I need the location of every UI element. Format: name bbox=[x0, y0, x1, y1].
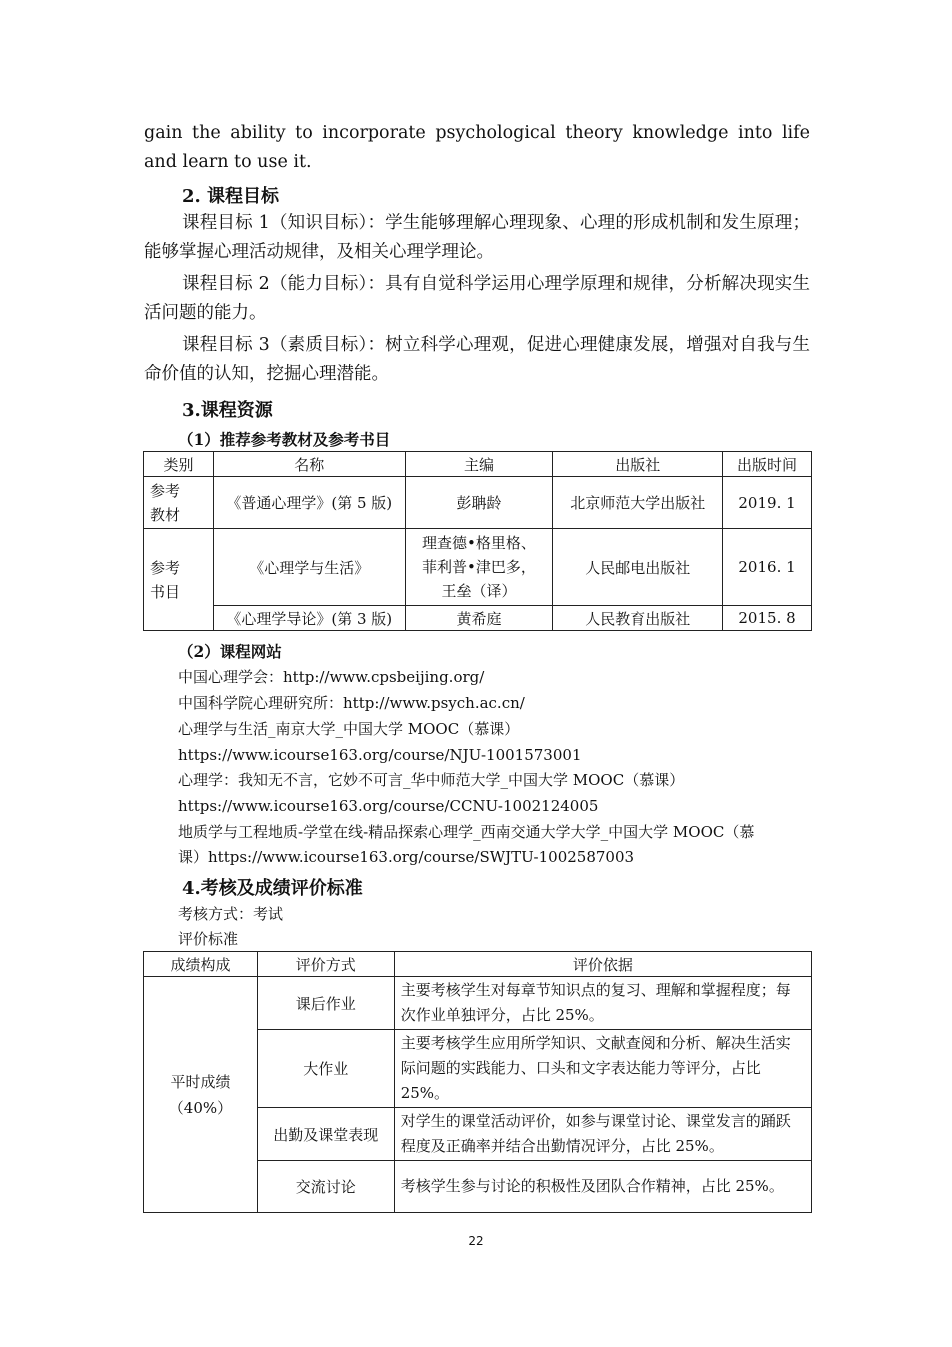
grade-group-label: 平时成绩 （40%） bbox=[144, 977, 258, 1213]
website-line: 课）https://www.icourse163.org/course/SWJTU-1002587003 bbox=[178, 848, 635, 866]
books-subheading: （1）推荐参考教材及参考书目 bbox=[178, 430, 391, 449]
intro-paragraph: gain the ability to incorporate psychological theory knowledge into life and learn to use it. bbox=[144, 123, 810, 172]
section-2-heading: 2. 课程目标 bbox=[182, 186, 280, 207]
books-table-header bbox=[144, 452, 812, 477]
website-line: 心理学与生活_南京大学_中国大学 MOOC（慕课） bbox=[178, 720, 520, 738]
book-category: 参考 教材 bbox=[144, 477, 214, 529]
page-number: 22 bbox=[468, 1234, 484, 1248]
book-category: 参考 书目 bbox=[144, 529, 214, 631]
course-goal-3: 课程目标 3（素质目标）：树立科学心理观，促进心理健康发展，增强对自我与生命价值的认知，挖掘心理潜能。 bbox=[144, 335, 810, 384]
grade-method: 课后作业 bbox=[257, 977, 394, 1030]
header-category: 类别 bbox=[144, 452, 214, 477]
grade-basis: 主要考核学生对每章节知识点的复习、理解和掌握程度；每次作业单独评分，占比 25%。 bbox=[394, 977, 811, 1030]
header-name: 名称 bbox=[213, 452, 405, 477]
book-name: 《心理学导论》(第 3 版) bbox=[213, 606, 405, 631]
section-3-heading: 3.课程资源 bbox=[182, 400, 273, 421]
book-publisher: 北京师范大学出版社 bbox=[553, 477, 723, 529]
website-line: 心理学：我知无不言，它妙不可言_华中师范大学_中国大学 MOOC（慕课） bbox=[178, 771, 685, 789]
books-table bbox=[143, 451, 812, 631]
grade-method: 交流讨论 bbox=[257, 1161, 394, 1213]
exam-method: 考核方式：考试 bbox=[178, 905, 284, 923]
course-goal-1: 课程目标 1（知识目标）：学生能够理解心理现象、心理的形成机制和发生原理；能够掌握心理活动规律，及相关心理学理论。 bbox=[144, 213, 810, 262]
table-row bbox=[144, 529, 812, 606]
website-line: 地质学与工程地质-学堂在线-精品探索心理学_西南交通大学大学_中国大学 MOOC（慕 bbox=[178, 823, 755, 841]
course-goal-2: 课程目标 2（能力目标）：具有自觉科学运用心理学原理和规律，分析解决现实生活问题的能力。 bbox=[144, 274, 810, 323]
book-name: 《心理学与生活》 bbox=[213, 529, 405, 606]
book-publisher: 人民邮电出版社 bbox=[553, 529, 723, 606]
book-publisher: 人民教育出版社 bbox=[553, 606, 723, 631]
grade-basis: 主要考核学生应用所学知识、文献查阅和分析、解决生活实际问题的实践能力、口头和文字表达能力等评分，占比 25%。 bbox=[394, 1030, 811, 1108]
header-method: 评价方式 bbox=[257, 952, 394, 977]
grade-method: 大作业 bbox=[257, 1030, 394, 1108]
header-date: 出版时间 bbox=[723, 452, 812, 477]
websites-subheading: （2）课程网站 bbox=[178, 642, 282, 661]
website-line: 中国科学院心理研究所：http://www.psych.ac.cn/ bbox=[178, 694, 525, 712]
book-date: 2019. 1 bbox=[723, 477, 812, 529]
header-composition: 成绩构成 bbox=[144, 952, 258, 977]
header-publisher: 出版社 bbox=[553, 452, 723, 477]
section-4-heading: 4.考核及成绩评价标准 bbox=[182, 878, 363, 899]
book-name: 《普通心理学》(第 5 版) bbox=[213, 477, 405, 529]
book-editor: 黄希庭 bbox=[405, 606, 553, 631]
table-row bbox=[144, 606, 812, 631]
grade-method: 出勤及课堂表现 bbox=[257, 1108, 394, 1161]
grade-basis: 考核学生参与讨论的积极性及团队合作精神，占比 25%。 bbox=[394, 1161, 811, 1213]
website-link[interactable]: https://www.icourse163.org/course/NJU-1001573001 bbox=[178, 746, 582, 764]
grade-basis: 对学生的课堂活动评价，如参与课堂讨论、课堂发言的踊跃程度及正确率并结合出勤情况评分，占比 25%。 bbox=[394, 1108, 811, 1161]
book-editor: 理查德•格里格、 菲利普•津巴多， 王垒（译） bbox=[405, 529, 553, 606]
book-date: 2016. 1 bbox=[723, 529, 812, 606]
grade-table bbox=[143, 951, 812, 1213]
grade-table-header bbox=[144, 952, 812, 977]
book-date: 2015. 8 bbox=[723, 606, 812, 631]
table-row bbox=[144, 977, 812, 1030]
website-line: 中国心理学会：http://www.cpsbeijing.org/ bbox=[178, 668, 485, 686]
website-link[interactable]: https://www.icourse163.org/course/CCNU-1002124005 bbox=[178, 797, 599, 815]
header-editor: 主编 bbox=[405, 452, 553, 477]
header-basis: 评价依据 bbox=[394, 952, 811, 977]
table-row bbox=[144, 477, 812, 529]
book-editor: 彭聃龄 bbox=[405, 477, 553, 529]
criteria-label: 评价标准 bbox=[178, 930, 239, 948]
